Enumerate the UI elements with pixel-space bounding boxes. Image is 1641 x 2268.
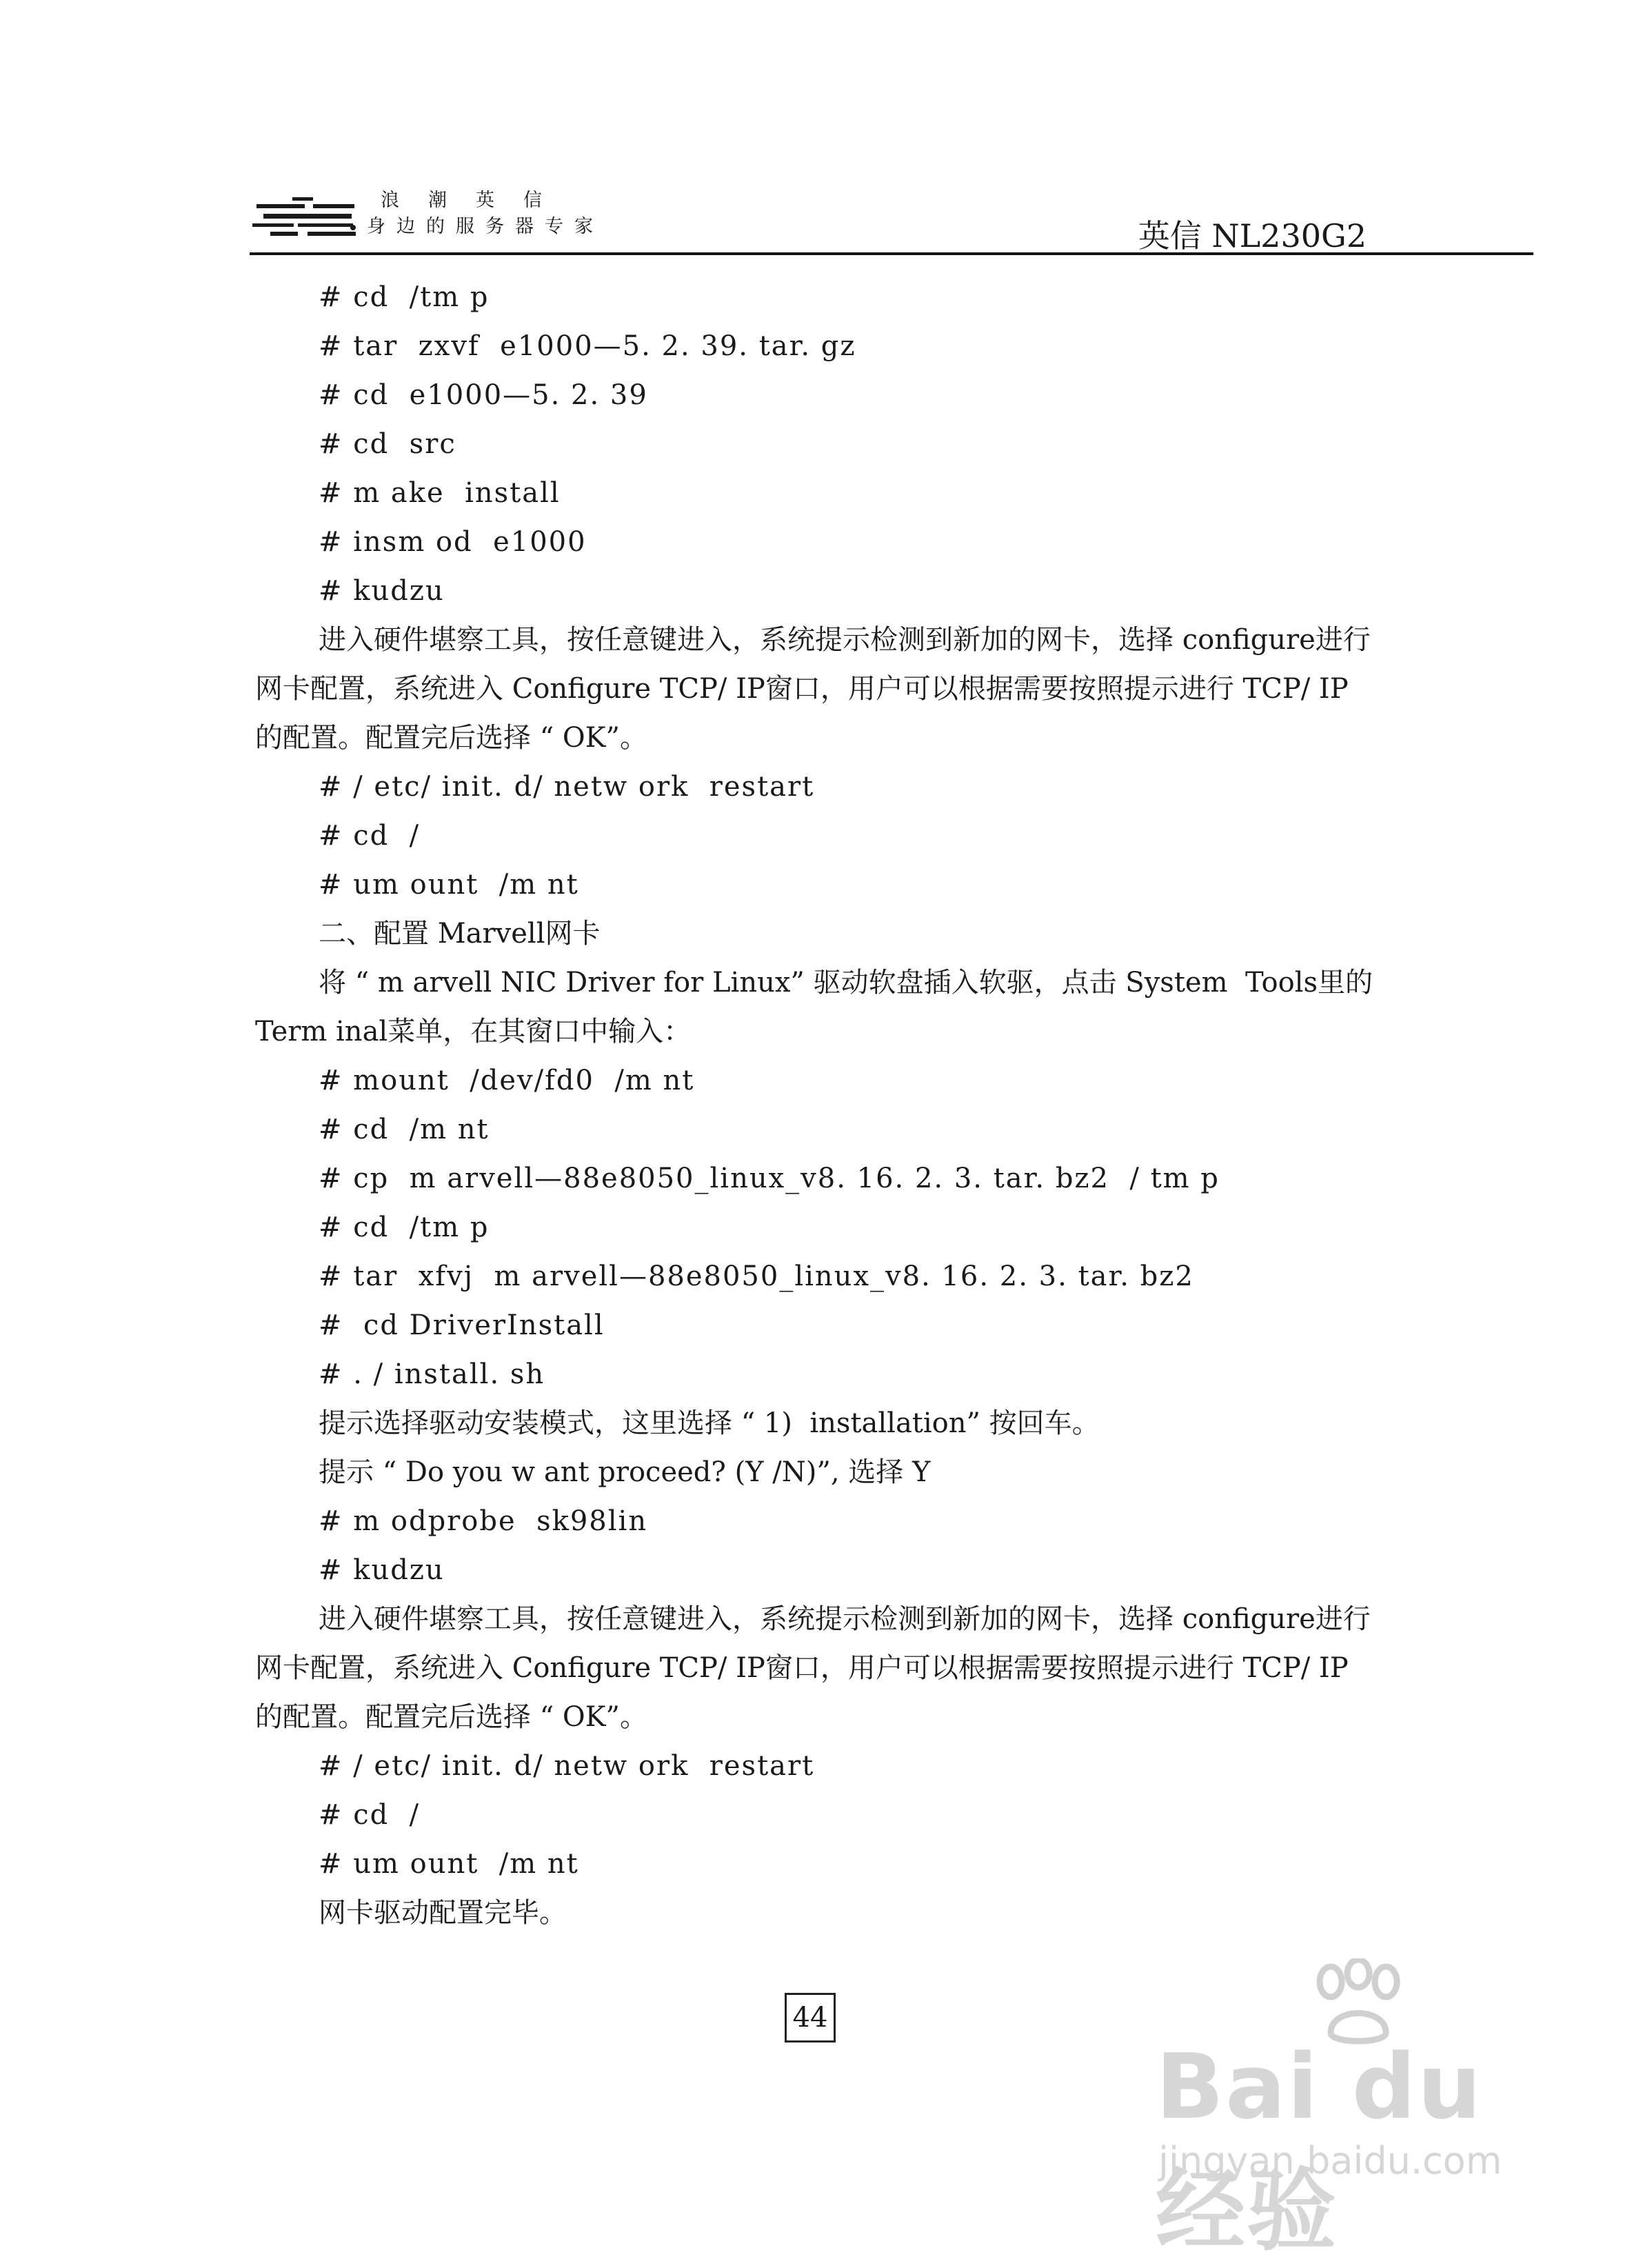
command-line: # . / install. sh bbox=[319, 1358, 545, 1390]
inspur-logo-icon bbox=[250, 194, 367, 243]
baidu-watermark bbox=[1131, 1958, 1572, 2263]
text-line: Term inal菜单，在其窗口中输入： bbox=[255, 1016, 692, 1047]
command-line: # cd / bbox=[319, 820, 421, 852]
command-line: # cd /tm p bbox=[319, 281, 490, 313]
command-line: # / etc/ init. d/ netw ork restart bbox=[319, 1750, 815, 1782]
text-line: 的配置。配置完后选择 “ OK”。 bbox=[255, 1701, 648, 1733]
text-line: 网卡驱动配置完毕。 bbox=[319, 1897, 567, 1929]
command-line: # cd /tm p bbox=[319, 1212, 490, 1243]
text-line: 网卡配置，系统进入 Configure TCP/ IP窗口，用户可以根据需要按照提示进行 TCP/ IP bbox=[255, 673, 1349, 705]
command-line: # kudzu bbox=[319, 575, 445, 607]
command-line: # insm od e1000 bbox=[319, 526, 587, 558]
text-line: 二、配置 Marvell网卡 bbox=[319, 918, 601, 950]
text-line: 网卡配置，系统进入 Configure TCP/ IP窗口，用户可以根据需要按照提示进行 TCP/ IP bbox=[255, 1652, 1349, 1684]
text-line: 提示 “ Do you w ant proceed? (Y /N)”, 选择 Y bbox=[319, 1456, 931, 1488]
command-line: # kudzu bbox=[319, 1554, 445, 1586]
text-line: 进入硬件堪察工具，按任意键进入，系统提示检测到新加的网卡，选择 configure进行 bbox=[319, 1603, 1371, 1635]
command-line: # m ake install bbox=[319, 477, 561, 509]
text-line: 提示选择驱动安装模式，这里选择 “ 1) installation” 按回车。 bbox=[319, 1407, 1100, 1439]
command-line: # cd src bbox=[319, 428, 456, 460]
command-line: # mount /dev/fd0 /m nt bbox=[319, 1065, 695, 1096]
command-line: # m odprobe sk98lin bbox=[319, 1505, 648, 1537]
command-line: # cd DriverInstall bbox=[319, 1309, 605, 1341]
command-line: # cp m arvell—88e8050_linux_v8. 16. 2. 3. tar. bz2 / tm p bbox=[319, 1163, 1220, 1194]
brand-tagline: 身边的服务器专家 bbox=[367, 216, 604, 237]
command-line: # cd e1000—5. 2. 39 bbox=[319, 379, 648, 411]
command-line: # / etc/ init. d/ netw ork restart bbox=[319, 771, 815, 803]
watermark-logo-text: Bai du 经验 bbox=[1156, 2034, 1483, 2263]
watermark-url: jingyan.baidu.com bbox=[1158, 2139, 1502, 2182]
command-line: # tar xfvj m arvell—88e8050_linux_v8. 16. 2. 3. tar. bz2 bbox=[319, 1261, 1194, 1292]
document-body bbox=[255, 273, 1386, 1938]
product-model: 英信 NL230G2 bbox=[1138, 217, 1367, 254]
text-line: 将 “ m arvell NIC Driver for Linux” 驱动软盘插入软驱，点击 System Tools里的 bbox=[319, 967, 1373, 998]
page-header bbox=[250, 181, 1532, 257]
brand-slogan bbox=[367, 188, 604, 240]
text-line: 的配置。配置完后选择 “ OK”。 bbox=[255, 722, 648, 754]
command-line: # tar zxvf e1000—5. 2. 39. tar. gz bbox=[319, 330, 856, 362]
command-line: # um ount /m nt bbox=[319, 869, 579, 901]
text-line: 进入硬件堪察工具，按任意键进入，系统提示检测到新加的网卡，选择 configure进行 bbox=[319, 624, 1371, 656]
command-line: # cd /m nt bbox=[319, 1114, 490, 1145]
brand-name: 浪潮英信 bbox=[381, 190, 571, 211]
page-number: 44 bbox=[785, 1993, 836, 2043]
header-rule bbox=[250, 252, 1533, 255]
command-line: # um ount /m nt bbox=[319, 1848, 579, 1880]
command-line: # cd / bbox=[319, 1799, 421, 1831]
